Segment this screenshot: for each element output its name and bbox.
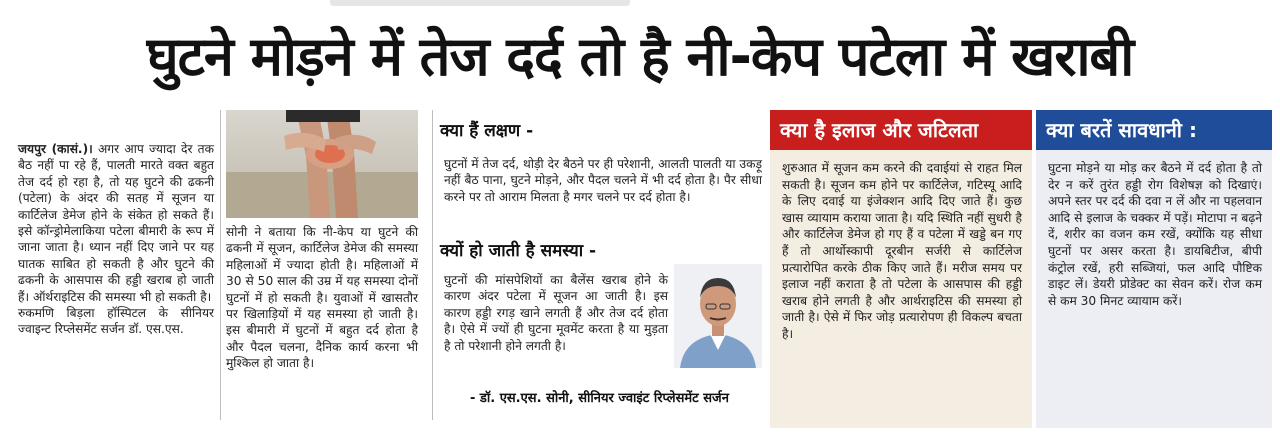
doctor-photo xyxy=(674,264,762,368)
knee-pain-photo xyxy=(226,110,418,218)
treatment-title: क्या है इलाज और जटिलता xyxy=(770,110,1032,150)
column-1 xyxy=(18,141,214,338)
column-1-body-2: रुकमणि बिड़ला हॉस्पिटल के सीनियर ज्वाइन्ट रिप्लेसमेंट सर्जन डॉ. एस.एस. xyxy=(18,306,214,337)
top-strip-bar xyxy=(330,0,630,6)
column-1-body: अगर आप ज्यादा देर तक बैठ नहीं पा रहे हैं, पालती मारते वक्त बहुत तेज दर्द हो रहा है, तो यह घुटने की ढकनी (पटेला) के अंदर की सतह में सूजन या कार्टिलेज डेमेज होने के संकेत हो सकते हैं। इसे कॉन्ड्रोमेलाकिया पटेला बीमारी के रूप में जाना जाता है। ध्यान नहीं दिए जाने पर यह घातक साबित हो सकती है और घुटने की ढकनी के आसपास की हड्डी खराब हो जाती हैं। ऑर्थराइटिस की समस्या भी हो सकती है। xyxy=(18,142,214,304)
dateline: जयपुर (कासं.)। xyxy=(18,142,93,156)
column-divider xyxy=(220,110,221,420)
article-headline: घुटने मोड़ने में तेज दर्द तो है नी-केप पटेला में खराबी xyxy=(146,25,1134,88)
knee-pain-illustration xyxy=(226,110,418,218)
symptoms-heading: क्या हैं लक्षण - xyxy=(440,121,534,141)
precautions-title: क्या बरतें सावधानी : xyxy=(1036,110,1272,150)
doctor-portrait xyxy=(674,264,762,368)
cause-body: घुटनों की मांसपेशियों का बैलेंस खराब होने के कारण अंदर पटेला में सूजन आ जाती है। इस कारण हड्डी रगड़ खाने लगती हैं और तेज दर्द होता है। ऐसे में ज्यों ही घुटना मूवमेंट करता है या मुड़ता है तो परेशानी होने लगती है। xyxy=(444,273,668,353)
symptoms-body: घुटनों में तेज दर्द, थोड़ी देर बैठने पर ही परेशानी, आलती पालती या उकड़ू नहीं बैठ पाना, घुटने मोड़ने, और पैदल चलने में भी दर्द होता है। पैर सीधा करने पर तो आराम मिलता है मगर चलने पर दर्द होता है। xyxy=(444,157,762,204)
treatment-body: शुरुआत में सूजन कम करने की दवाईयां से राहत मिल सकती है। सूजन कम होने पर कार्टिलेज, गटिस्यू आदि के लिए दवाई या इंजेक्शन आदि दिए जाते हैं। कुछ खास व्यायाम कराया जाता है। यदि स्थिति नहीं सुधरी है और कार्टिलेज डेमेज हो गए हैं व पटेला में खड्डे बन गए हैं तो आर्थोस्कापी दूरबीन सर्जरी से कार्टिलेज प्रत्यारोपित करके ठीक किए जाते हैं। मरीज समय पर इलाज नहीं कराता है तो पटेला के आसपास की हड्डी खराब होने लगती है और आर्थराइटिस की समस्या हो जाती है। ऐसे में फिर जोड़ प्रत्यारोपण ही विकल्प बचता है। xyxy=(782,161,1022,341)
doctor-credit: - डॉ. एस.एस. सोनी, सीनियर ज्वाइंट रिप्लेसमेंट सर्जन xyxy=(470,391,729,406)
cause-heading: क्यों हो जाती है समस्या - xyxy=(440,241,597,261)
column-2: सोनी ने बताया कि नी-केप या घुटने की ढकनी में सूजन, कार्टिलेज डेमेज की समस्या महिलाओं में ज्यादा होती है। महिलाओं में 30 से 50 साल की उम्र में यह समस्या दोनों घुटनों में हो सकती है। युवाओं में खासतौर पर खिलाड़ियों में यह समस्या हो जाती है। इस बीमारी में घुटनों में बहुत दर्द होता है और पैदल चलना, दैनिक कार्य करना भी मुश्किल हो जाता है। xyxy=(226,225,418,371)
precautions-body: घुटना मोड़ने या मोड़ कर बैठने में दर्द होता है तो देर न करें तुरंत हड्डी रोग विशेषज्ञ को दिखाएं। अपने स्तर पर दर्द की दवा न लें और ना पहलवान आदि से इलाज के चक्कर में पड़ें। मोटापा न बढ़ने दें, शरीर का वजन कम रखें, क्योंकि यह सीधा घुटनों पर असर करता है। डायबिटीज, बीपी कंट्रोल रखें, हरी सब्जियां, फल आदि पौष्टिक डाइट लें। डेयरी प्रोडेक्ट का सेवन करें। रोज कम से कम 30 मिनट व्यायाम करें। xyxy=(1048,161,1262,308)
column-divider xyxy=(432,110,433,420)
treatment-box xyxy=(770,110,1032,428)
precautions-box xyxy=(1036,110,1272,428)
top-strip xyxy=(0,0,1280,12)
column-1-para xyxy=(18,141,214,305)
